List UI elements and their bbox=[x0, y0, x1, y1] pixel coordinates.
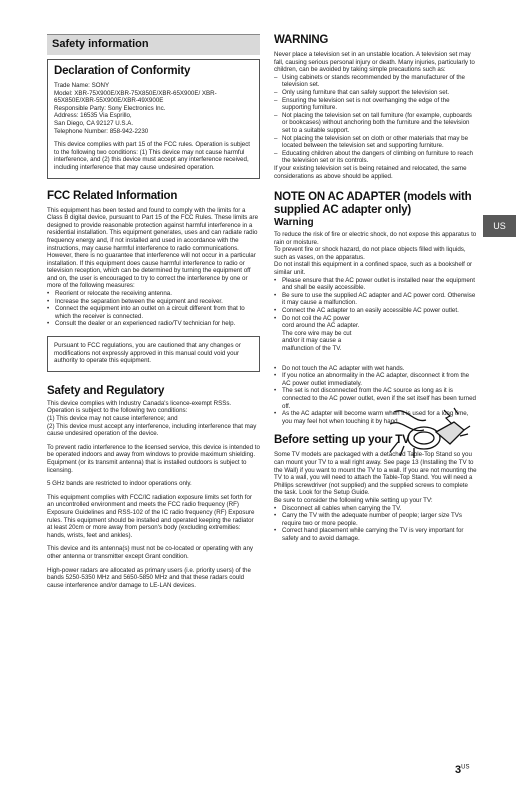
warning-dashes bbox=[274, 74, 478, 165]
regulatory-paragraph: (2) This device must accept any interference, including interference that may cause undesired operation of the device. bbox=[47, 422, 257, 438]
declaration-paragraph: This device complies with part 15 of the FCC rules. Operation is subject to the following two conditions: (1) This device may not cause harmful interference, and (2) this device must accept any interference received, including interference that may cause undesired operation. bbox=[54, 141, 251, 171]
declaration-line: San Diego, CA 92127 U.S.A. bbox=[54, 119, 134, 127]
declaration-line: Model: XBR-75X900E/XBR-75X850E/XBR-65X900E/ XBR-65X850E/XBR-55X900E/XBR-49X900E bbox=[54, 89, 217, 105]
ac-bullet: • As the AC adapter will become warm when it is used for a long time, you may feel hot when touching it by hand. bbox=[274, 410, 469, 425]
declaration-line: Responsible Party: Sony Electronics Inc. bbox=[54, 104, 166, 112]
setup-title: Before setting up your TV bbox=[274, 434, 410, 447]
fcc-bullet: • Increase the separation between the equipment and receiver. bbox=[47, 297, 223, 305]
ac-adapter-subtitle: Warning bbox=[274, 217, 314, 229]
warning-dash-item: – Not placing the television set on cloth or other materials that may be located between the television set and supporting furniture. bbox=[274, 134, 469, 150]
page-number-value: 3 bbox=[455, 764, 462, 776]
declaration-box bbox=[47, 59, 260, 179]
fcc-bullet: • Connect the equipment into an outlet on a circuit different from that to which the receiver is connected. bbox=[47, 305, 245, 320]
regulatory-paragraph: This device and its antenna(s) must not be co-located or operating with any other antenna or transmitter except Grant condition. bbox=[47, 545, 254, 560]
regulatory-paragraph: (1) This device may not cause interference; and bbox=[47, 415, 178, 422]
setup-bullets bbox=[274, 505, 478, 543]
setup-paragraph: Be sure to consider the following while setting up your TV: bbox=[274, 496, 433, 504]
ac-bullets bbox=[274, 277, 478, 353]
right-column bbox=[274, 34, 478, 542]
warning-title: WARNING bbox=[274, 34, 329, 46]
setup-bullet: • Correct hand placement while carrying the TV is very important for safety and to avoid damage. bbox=[274, 527, 464, 542]
region-tab bbox=[483, 215, 516, 237]
fcc-title: FCC Related Information bbox=[47, 189, 178, 202]
ac-bullets-continued bbox=[274, 365, 478, 426]
fcc-bullet: • Reorient or relocate the receiving antenna. bbox=[47, 290, 172, 298]
ac-bullet: • Do not touch the AC adapter with wet hands. bbox=[274, 364, 405, 372]
regulatory-title: Safety and Regulatory bbox=[47, 384, 165, 397]
section-header bbox=[47, 34, 260, 55]
fcc-caution-text: Pursuant to FCC regulations, you are cautioned that any changes or modifications not expressly approved in this manual could void your authority to operate this equipment. bbox=[54, 342, 241, 365]
warning-dash-item: – Only using furniture that can safely support the television set. bbox=[274, 88, 450, 96]
setup-bullet: • Carry the TV with the adequate number of people; larger size TVs require two or more people. bbox=[274, 512, 462, 527]
ac-paragraph: Do not install this equipment in a confined space, such as a bookshelf or similar unit. bbox=[274, 261, 473, 277]
ac-adapter-title: NOTE ON AC ADAPTER (models with supplied AC adapter only) bbox=[274, 191, 472, 217]
warning-outro: If your existing television set is being retained and relocated, the same considerations as above should be applied. bbox=[274, 164, 467, 180]
page-number bbox=[455, 764, 469, 776]
declaration-title: Declaration of Conformity bbox=[54, 65, 191, 77]
warning-dash-item: – Not placing the television set on tall furniture (for example, cupboards or bookcases) without anchoring both the furniture and the television set to a suitable support. bbox=[274, 111, 472, 134]
declaration-lines bbox=[54, 82, 253, 135]
setup-paragraph: Some TV models are packaged with a detached Table-Top Stand so you can mount your TV to a wall right away. See page 13 (Installing the TV to the Wall) if you want to mount the TV to a wall. If you are not mounting the TV to a wall, you will need to attach the Table-Top Stand. You will need a Phillips screwdriver (not supplied) and the supplied screws to complete the task. Look for the Setup Guide. bbox=[274, 451, 477, 497]
ac-bullet: • Do not coil the AC power cord around the AC adapter. The core wire may be cut and/or it may cause a malfunction of the TV. bbox=[274, 314, 360, 352]
ac-paragraph: To reduce the risk of fire or electric shock, do not expose this apparatus to rain or moisture. bbox=[274, 231, 477, 246]
declaration-line: Telephone Number: 858-942-2230 bbox=[54, 127, 149, 135]
regulatory-paragraph: This device complies with Industry Canada's licence-exempt RSSs. Operation is subject to the following two conditions: bbox=[47, 399, 232, 415]
left-column bbox=[47, 34, 260, 589]
declaration-line: Trade Name: SONY bbox=[54, 82, 110, 89]
ac-bullet: • If you notice an abnormality in the AC adapter, disconnect it from the AC power outlet immediately. bbox=[274, 372, 470, 387]
regulatory-paragraph: High-power radars are allocated as primary users (i.e. priority users) of the bands 5250-5350 MHz and 5650-5850 MHz and that these radars could cause interference and/or damage to LE-LAN devices. bbox=[47, 566, 251, 589]
fcc-bullets bbox=[47, 290, 260, 328]
warning-dash-item: – Educating children about the dangers of climbing on furniture to reach the television set or its controls. bbox=[274, 149, 473, 165]
regulatory-conditions bbox=[47, 400, 260, 438]
setup-bullet: • Disconnect all cables when carrying the TV. bbox=[274, 504, 402, 512]
regulatory-paragraph: This equipment complies with FCC/IC radiation exposure limits set forth for an uncontrolled environment and meets the FCC radio frequency (RF) Exposure Guidelines and RSS-102 of the IC radio frequency (RF) Exposure rules. This equipment should be installed and operated keeping the radiator at least 20cm or more away from person's body (excluding extremities: hands, wrists, feet and ankles). bbox=[47, 493, 255, 539]
ac-bullet: • Be sure to use the supplied AC adapter and AC power cord. Otherwise it may cause a malfunction. bbox=[274, 291, 476, 307]
ac-bullet: • Connect the AC adapter to an easily accessible AC power outlet. bbox=[274, 307, 459, 315]
ac-paragraph: To prevent fire or shock hazard, do not place objects filled with liquids, such as vases, on the apparatus. bbox=[274, 246, 466, 261]
fcc-bullet: • Consult the dealer or an experienced radio/TV technician for help. bbox=[47, 320, 236, 328]
section-header-title: Safety information bbox=[52, 38, 149, 51]
page-number-suffix: US bbox=[461, 764, 470, 771]
fcc-caution-box bbox=[47, 336, 260, 372]
fcc-paragraph: This equipment has been tested and found to comply with the limits for a Class B digital device, pursuant to Part 15 of the FCC Rules. These limits are designed to provide reasonable protection against harmful interference in a residential installation. This equipment generates, uses and can radiate radio frequency energy and, if not installed and used in accordance with the instructions, may cause harmful interference to radio communications. However, there is no guarantee that interference will not occur in a particular installation. If this equipment does cause harmful interference to radio or television reception, which can be determined by turning the equipment off and on, the user is encouraged to try to correct the interference by one or more of the following measures: bbox=[47, 206, 259, 290]
declaration-line: Address: 16535 Via Esprillo, bbox=[54, 112, 132, 120]
ac-bullet: • Please ensure that the AC power outlet is installed near the equipment and shall be easily accessible. bbox=[274, 276, 475, 292]
warning-dash-item: – Using cabinets or stands recommended by the manufacturer of the television set. bbox=[274, 73, 465, 89]
regulatory-paragraph: 5 GHz bands are restricted to indoor operations only. bbox=[47, 480, 192, 488]
ac-bullet: • The set is not disconnected from the AC source as long as it is connected to the AC power outlet, even if the set itself has been turned off. bbox=[274, 387, 476, 410]
region-tab-label: US bbox=[493, 221, 506, 231]
warning-intro: Never place a television set in an unstable location. A television set may fall, causing serious personal injury or death. Many injuries, particularly to children, can be avoided by taking simple precautions such as: bbox=[274, 51, 475, 74]
warning-dash-item: – Ensuring the television set is not overhanging the edge of the supporting furniture. bbox=[274, 96, 450, 112]
regulatory-paragraph: To prevent radio interference to the licensed service, this device is intended to be operated indoors and away from windows to provide maximum shielding. Equipment (or its transmit antenna) that is installed outdoors is subject to licensing. bbox=[47, 443, 260, 474]
